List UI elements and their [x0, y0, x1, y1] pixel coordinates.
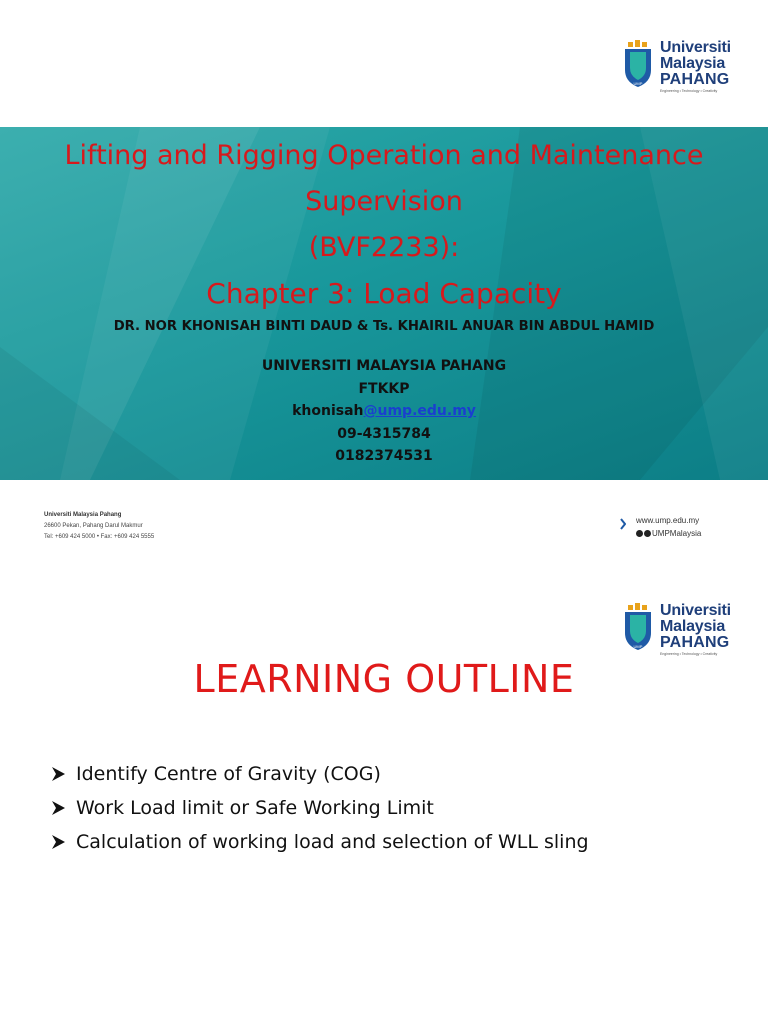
authors: DR. NOR KHONISAH BINTI DAUD & Ts. KHAIRIL ANUAR BIN ABDUL HAMID — [113, 319, 655, 334]
logo-line-1: Universiti — [660, 39, 731, 56]
logo-line-2: Malaysia — [660, 618, 726, 635]
logo-line-3: PAHANG — [660, 634, 730, 651]
instagram-icon — [644, 530, 651, 537]
list-item — [50, 791, 589, 825]
arrow-bullet-icon — [50, 766, 66, 782]
logo-tagline: Engineering • Technology • Creativity — [660, 89, 718, 93]
arrow-bullet-icon — [50, 834, 66, 850]
arrow-bullet-icon — [50, 800, 66, 816]
phone-office: 09-4315784 — [337, 425, 431, 442]
logo-line-1: Universiti — [660, 602, 731, 619]
bullet-text: Calculation of working load and selection of WLL sling — [76, 831, 589, 853]
outline-title: LEARNING OUTLINE — [193, 657, 575, 701]
title-line-2: Supervision — [305, 186, 463, 217]
footer-address-line: 26600 Pekan, Pahang Darul Makmur — [44, 523, 143, 529]
logo-tagline: Engineering • Technology • Creativity — [660, 652, 718, 656]
university-logo-2 — [622, 603, 731, 657]
list-item — [50, 757, 589, 791]
phone-mobile: 0182374531 — [335, 448, 433, 464]
logo-line-3: PAHANG — [660, 71, 730, 88]
title-line-1: Lifting and Rigging Operation and Maintenance — [64, 140, 704, 171]
email — [0, 400, 768, 423]
facebook-icon — [636, 530, 643, 537]
university-logo — [622, 40, 731, 94]
logo-line-2: Malaysia — [660, 55, 726, 72]
faculty: FTKKP — [358, 380, 410, 397]
email-user: khonisah — [292, 403, 364, 419]
bullet-text: Identify Centre of Gravity (COG) — [76, 763, 381, 785]
ump-shield-icon — [622, 603, 654, 651]
footer-phone-fax: Tel: +609 424 5000 • Fax: +609 424 5555 — [44, 534, 155, 540]
title-line-3: (BVF2233): — [308, 232, 460, 263]
title-line-4: Chapter 3: Load Capacity — [206, 277, 562, 310]
svg-text:UMP: UMP — [633, 644, 643, 649]
institution: UNIVERSITI MALAYSIA PAHANG — [261, 358, 507, 374]
outline-list — [50, 757, 589, 859]
footer-social-handle: UMPMalaysia — [652, 529, 702, 538]
footer-website[interactable]: www.ump.edu.my — [636, 516, 700, 525]
title-banner — [0, 127, 768, 480]
slide-title — [0, 133, 768, 317]
footer-org: Universiti Malaysia Pahang — [44, 512, 122, 518]
bullet-text: Work Load limit or Safe Working Limit — [76, 797, 434, 819]
outline-slide — [0, 565, 768, 1024]
list-item — [50, 825, 589, 859]
svg-text:UMP: UMP — [633, 81, 643, 86]
ump-shield-icon — [622, 40, 654, 88]
chevron-right-icon — [620, 518, 626, 530]
footer-address — [44, 510, 154, 543]
email-link[interactable]: @ump.edu.my — [363, 403, 476, 419]
footer-social[interactable] — [636, 529, 701, 538]
contact-block — [0, 355, 768, 468]
